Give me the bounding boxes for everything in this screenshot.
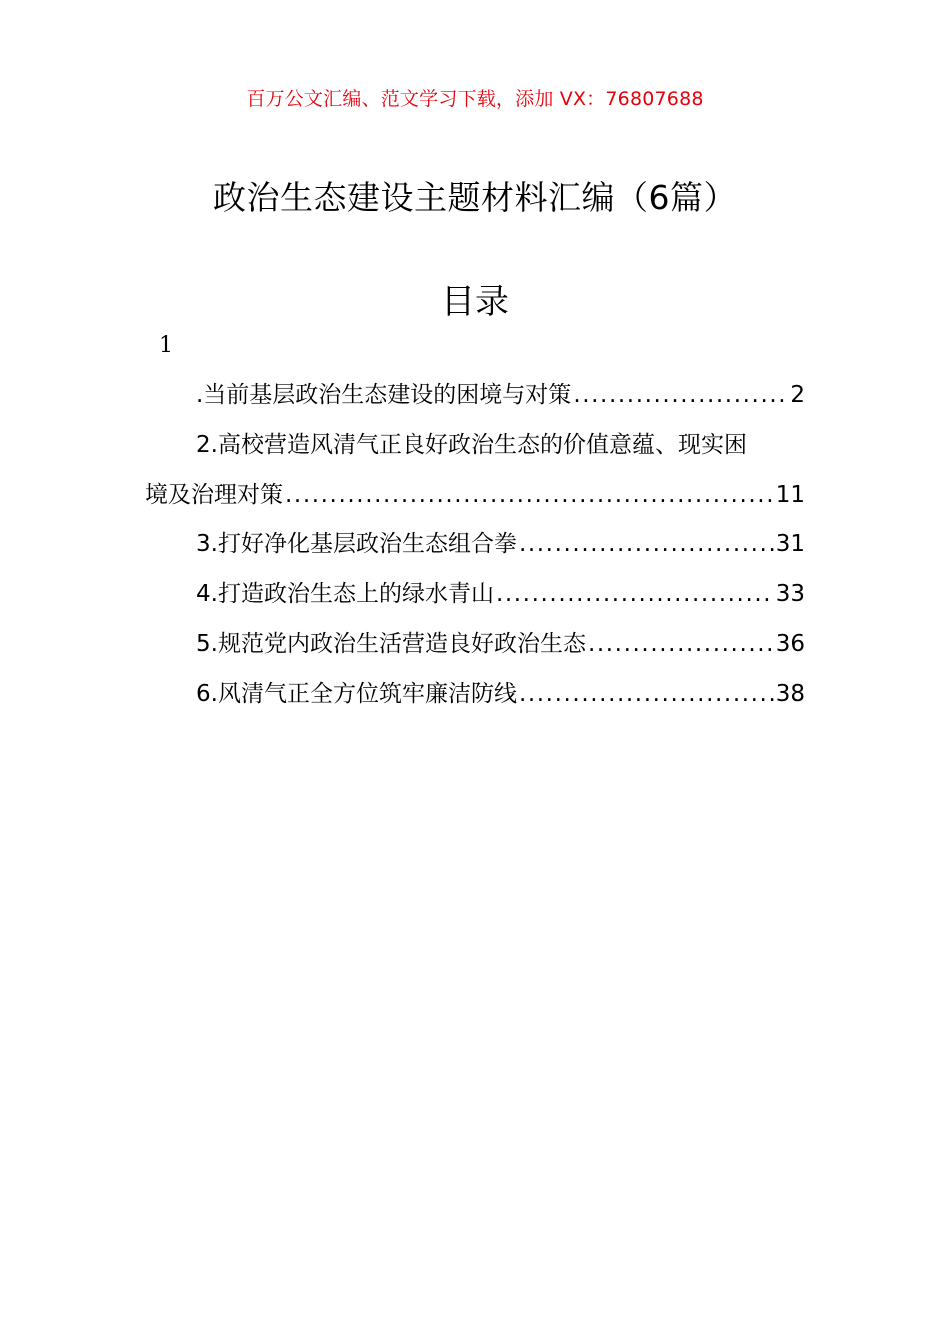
toc-entry-6[interactable] [145,669,805,719]
toc-page-number: 38 [775,681,805,707]
toc-entry-title: 6.风清气正全方位筑牢廉洁防线 [196,681,517,707]
toc-page-number: 11 [775,482,805,508]
toc-entry-title: 3.打好净化基层政治生态组合拳 [196,531,517,557]
header-note: 百万公文汇编、范文学习下载，添加 VX：76807688 [246,88,704,110]
toc-page-number: 36 [775,631,805,657]
toc-page-number: 33 [775,581,805,607]
toc-leader-dots [285,470,774,520]
toc-leader-dots [496,569,774,619]
toc-page-number: 2 [790,382,805,408]
toc-entry-title: 5.规范党内政治生活营造良好政治生态 [196,631,586,657]
toc-entry-2[interactable] [145,420,805,520]
toc-heading: 目录 [441,282,509,322]
toc-leader-dots [519,669,774,719]
document-title: 政治生态建设主题材料汇编（6篇） [213,178,737,217]
toc-entry-title: 4.打造政治生态上的绿水青山 [196,581,494,607]
toc-entry-title: .当前基层政治生态建设的困境与对策 [196,382,572,408]
toc-leader-dots [573,370,788,420]
toc-entry-5[interactable] [145,619,805,669]
first-entry-number: 1 [159,333,173,358]
toc-entry-title-line2: 境及治理对策 [145,482,283,508]
toc-leader-dots [588,619,774,669]
toc-entry-4[interactable] [145,569,805,619]
toc-entry-3[interactable] [145,519,805,569]
toc-entry-1[interactable] [145,370,805,420]
toc-entry-title-line1: 2.高校营造风清气正良好政治生态的价值意蕴、现实困 [196,432,747,458]
toc-page-number: 31 [775,531,805,557]
toc-leader-dots [519,519,774,569]
